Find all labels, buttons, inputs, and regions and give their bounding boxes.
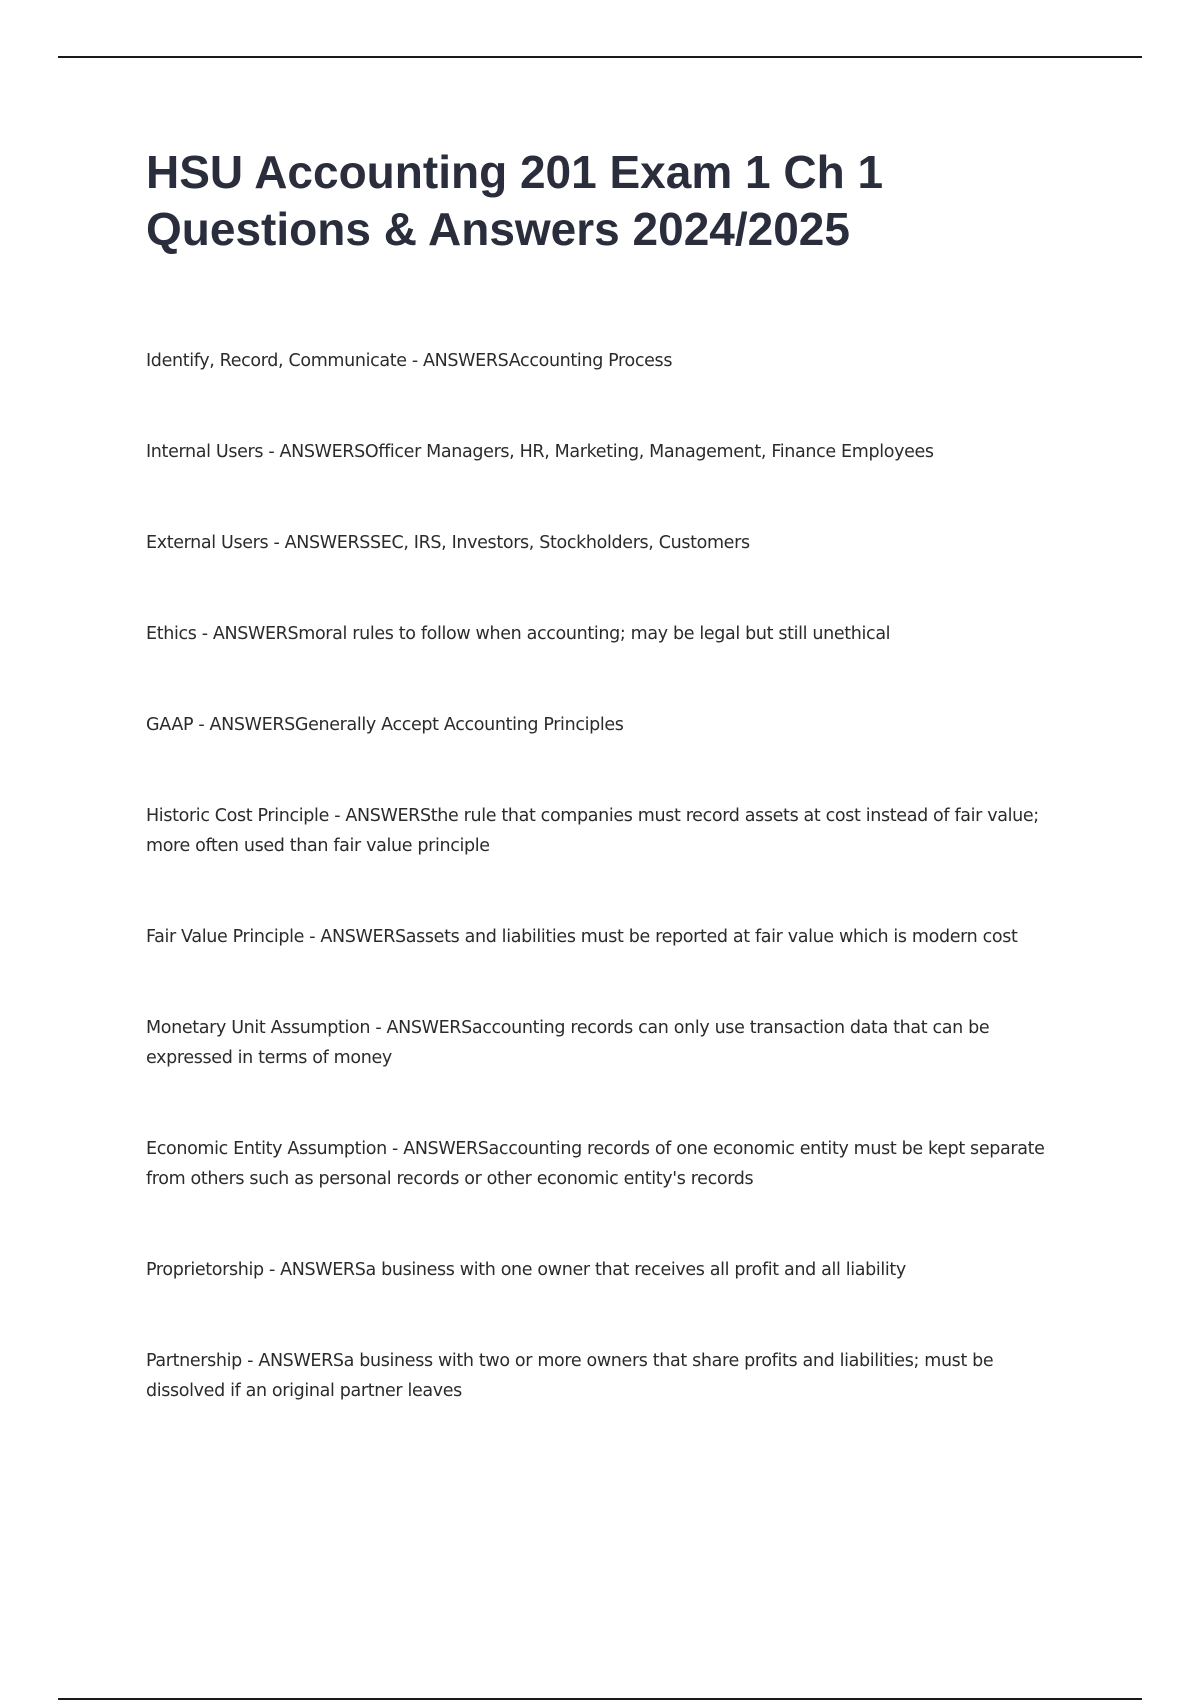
top-divider — [58, 56, 1142, 58]
qa-item-monetary-unit: Monetary Unit Assumption - ANSWERSaccounting records can only use transaction data that can be expressed in terms of money — [146, 1018, 990, 1068]
qa-item-gaap: GAAP - ANSWERSGenerally Accept Accounting Principles — [146, 715, 624, 735]
title-line-1: HSU Accounting 201 Exam 1 Ch 1 — [146, 146, 884, 198]
qa-item-partnership: Partnership - ANSWERSa business with two or more owners that share profits and liabilities; must be dissolved if an original partner leaves — [146, 1351, 994, 1401]
page-title — [146, 144, 1106, 258]
qa-list — [146, 346, 1076, 1467]
qa-item-historic-cost: Historic Cost Principle - ANSWERSthe rule that companies must record assets at cost instead of fair value; more often used than fair value principle — [146, 806, 1039, 856]
title-line-2: Questions & Answers 2024/2025 — [146, 203, 850, 255]
qa-item-fair-value: Fair Value Principle - ANSWERSassets and liabilities must be reported at fair value which is modern cost — [146, 927, 1018, 947]
qa-item-proprietorship: Proprietorship - ANSWERSa business with one owner that receives all profit and all liability — [146, 1260, 906, 1280]
qa-item-economic-entity: Economic Entity Assumption - ANSWERSaccounting records of one economic entity must be kept separate from others such as personal records or other economic entity's records — [146, 1139, 1045, 1189]
qa-item-external-users: External Users - ANSWERSSEC, IRS, Investors, Stockholders, Customers — [146, 533, 750, 553]
qa-item-internal-users: Internal Users - ANSWERSOfficer Managers, HR, Marketing, Management, Finance Employees — [146, 442, 934, 462]
qa-item-ethics: Ethics - ANSWERSmoral rules to follow when accounting; may be legal but still unethical — [146, 624, 891, 644]
qa-item-accounting-process: Identify, Record, Communicate - ANSWERSAccounting Process — [146, 351, 673, 371]
